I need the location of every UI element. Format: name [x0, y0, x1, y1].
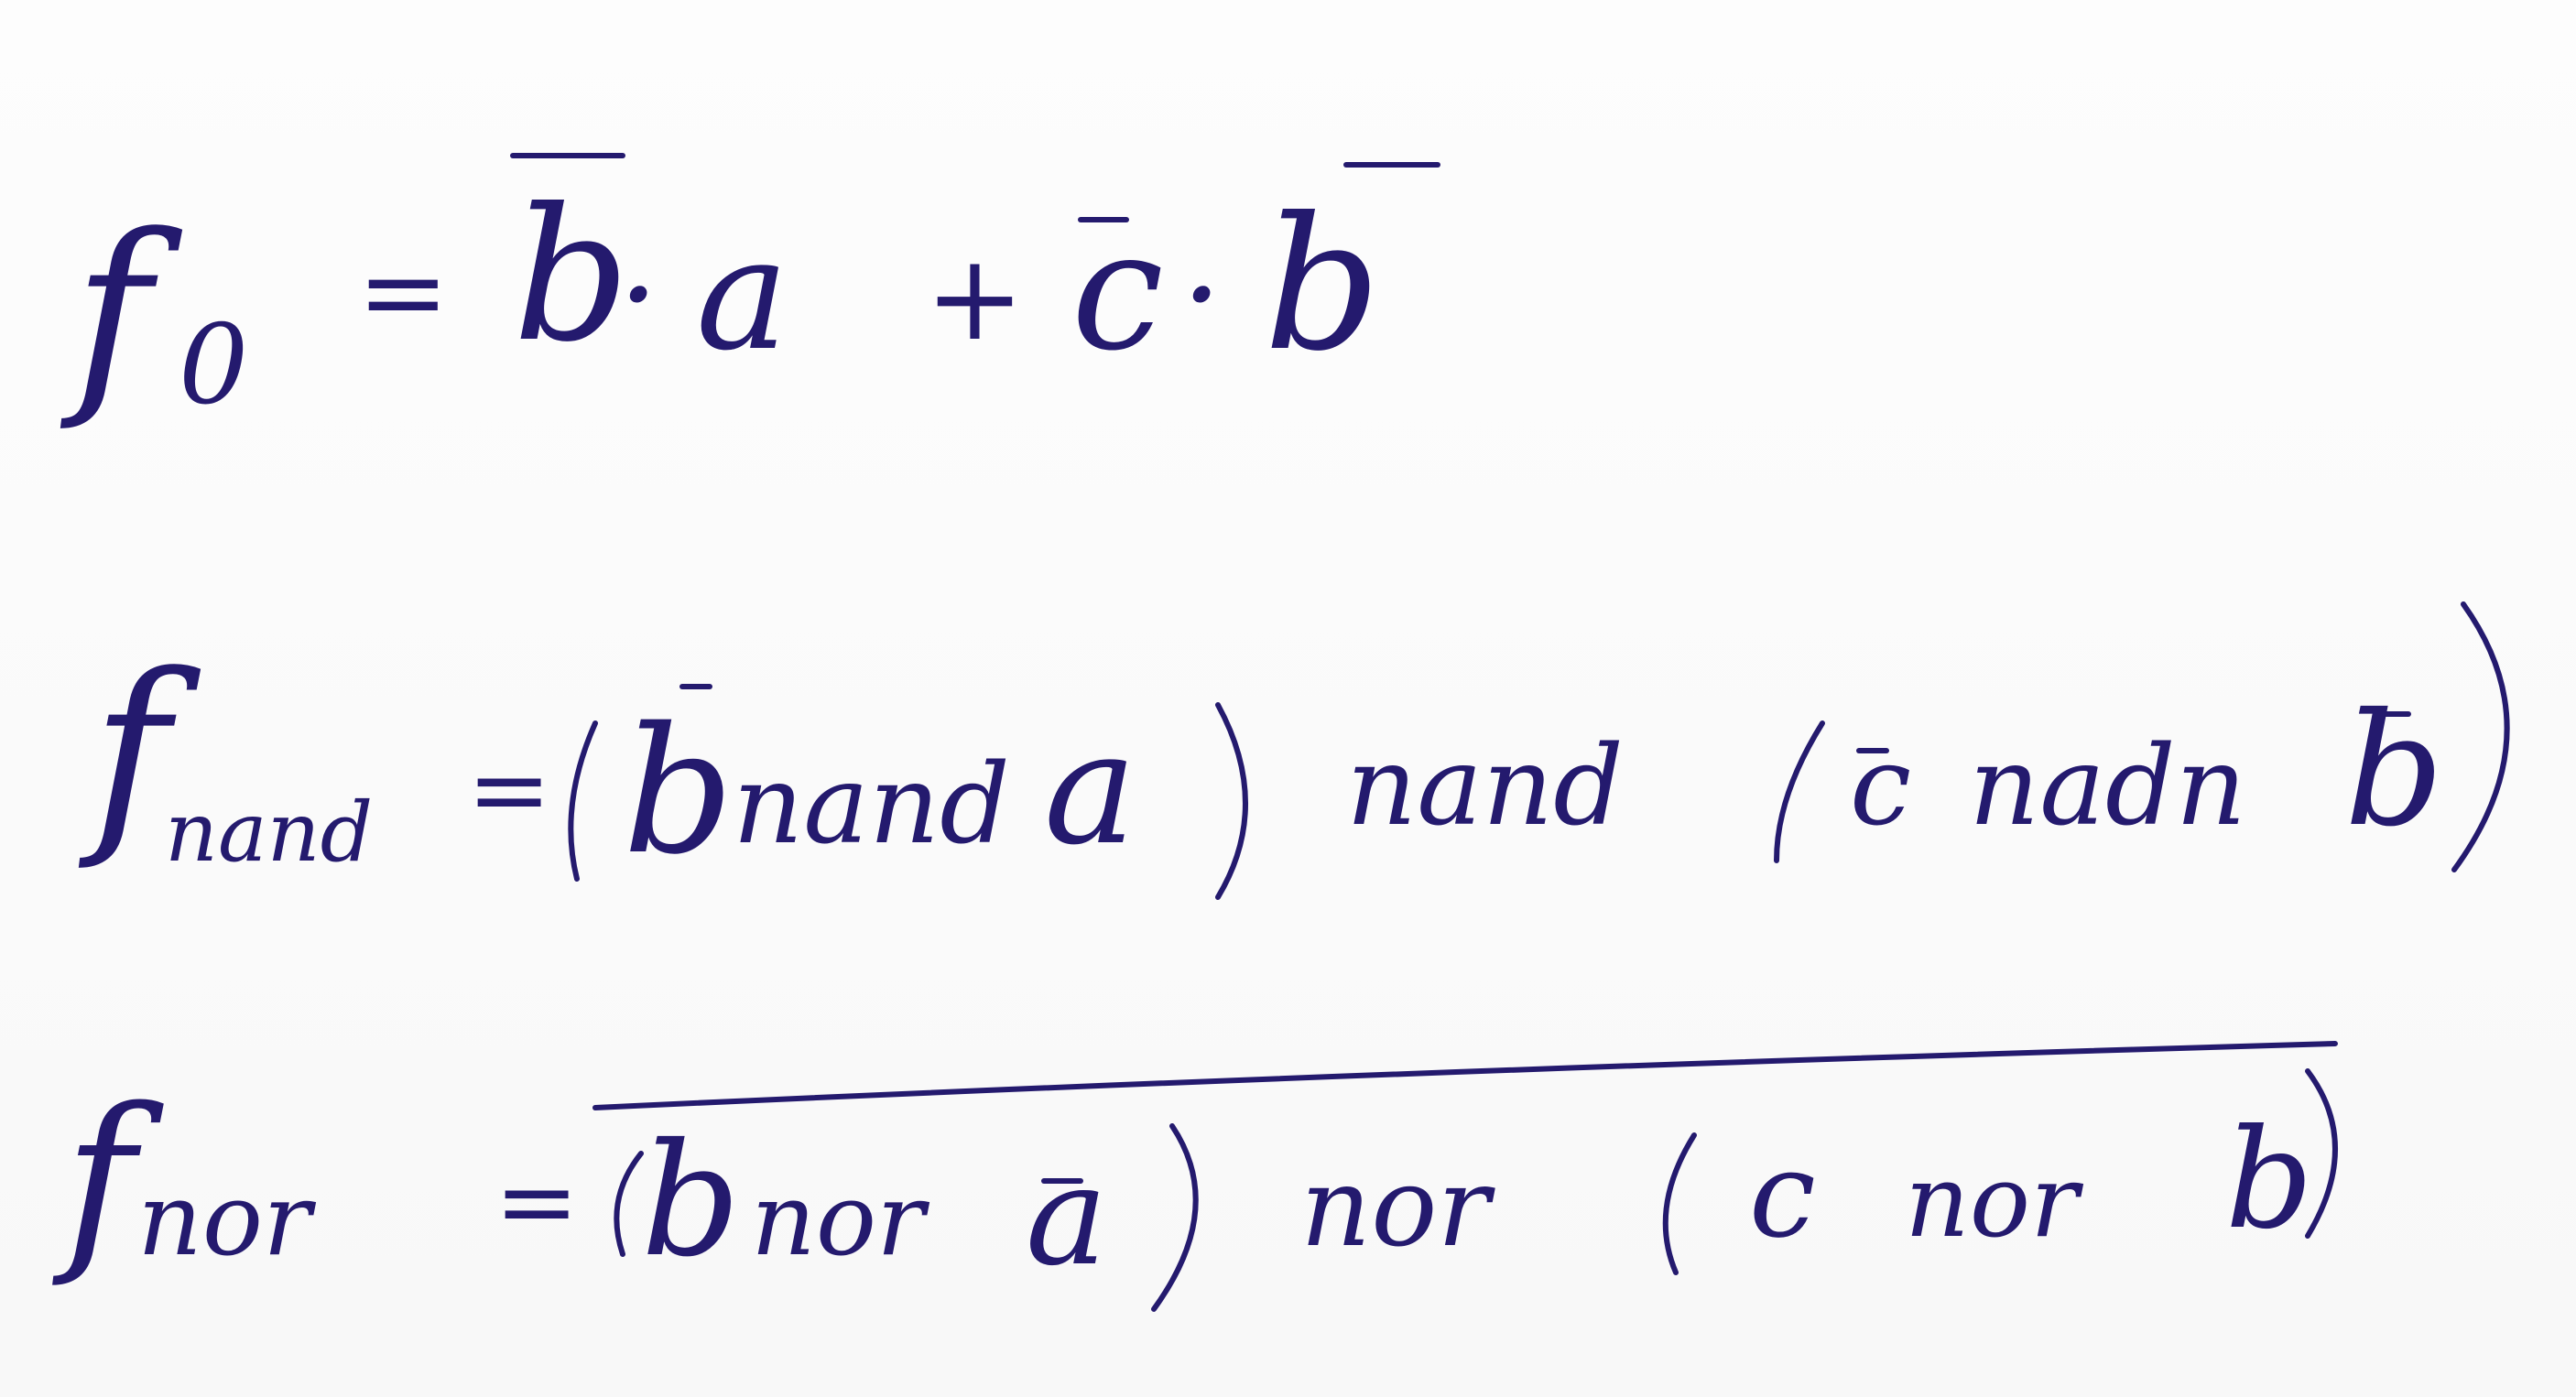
eq1-plus: + — [925, 228, 1025, 367]
eq2-lhs-f: f — [92, 630, 170, 874]
eq1-term-c: c — [1071, 196, 1164, 387]
equation-fnand — [78, 604, 2507, 897]
eq2-term-c: c — [1850, 723, 1912, 850]
eq1-lhs-subscript: 0 — [179, 302, 249, 429]
eq3-term-a: a — [1026, 1137, 1108, 1296]
eq3-left-paren-2 — [1666, 1135, 1694, 1272]
eq2-lhs-subscript: nand — [165, 785, 374, 881]
equation-fnor — [52, 1044, 2335, 1309]
eq2-op-nand-mid: nand — [1346, 723, 1624, 850]
eq2-left-paren-2 — [1777, 723, 1822, 861]
eq3-lhs-subscript: nor — [137, 1161, 311, 1278]
eq2-term-b2: b — [2344, 680, 2444, 861]
eq2-equals: = — [467, 731, 552, 848]
eq2-term-a: a — [1044, 698, 1137, 880]
eq3-left-paren-1 — [616, 1153, 641, 1254]
eq2-right-paren-1 — [1218, 705, 1245, 897]
eq2-term-b1: b — [623, 690, 734, 893]
eq3-op-nor-2: nor — [1905, 1143, 2079, 1260]
eq2-op-nand-1: nand — [733, 742, 1010, 869]
eq3-right-paren-1 — [1154, 1126, 1196, 1309]
eq3-lhs-f: f — [64, 1067, 136, 1291]
eq3-term-c: c — [1749, 1125, 1816, 1264]
eq2-left-paren-1 — [571, 723, 595, 879]
eq3-term-b2: b — [2225, 1100, 2314, 1260]
eq1-term-a: a — [696, 204, 789, 385]
eq3-op-nor-mid: nor — [1300, 1144, 1490, 1272]
eq3-op-nor-1: nor — [751, 1161, 925, 1278]
equation-f0 — [60, 156, 1438, 435]
eq1-lhs-f: f — [73, 190, 152, 435]
eq2-op-nadn: nadn — [1969, 723, 2246, 850]
eq3-equals: = — [495, 1143, 580, 1260]
eq1-equals: = — [357, 229, 450, 356]
eq1-dot1: · — [618, 221, 659, 370]
eq3-overall-overbar — [595, 1044, 2335, 1108]
eq1-dot2: · — [1181, 221, 1223, 370]
eq1-term-b2: b — [1264, 179, 1382, 392]
eq2-right-paren-2 — [2454, 604, 2507, 870]
eq1-term-b1: b — [513, 169, 631, 383]
eq3-term-b1: b — [641, 1110, 741, 1292]
